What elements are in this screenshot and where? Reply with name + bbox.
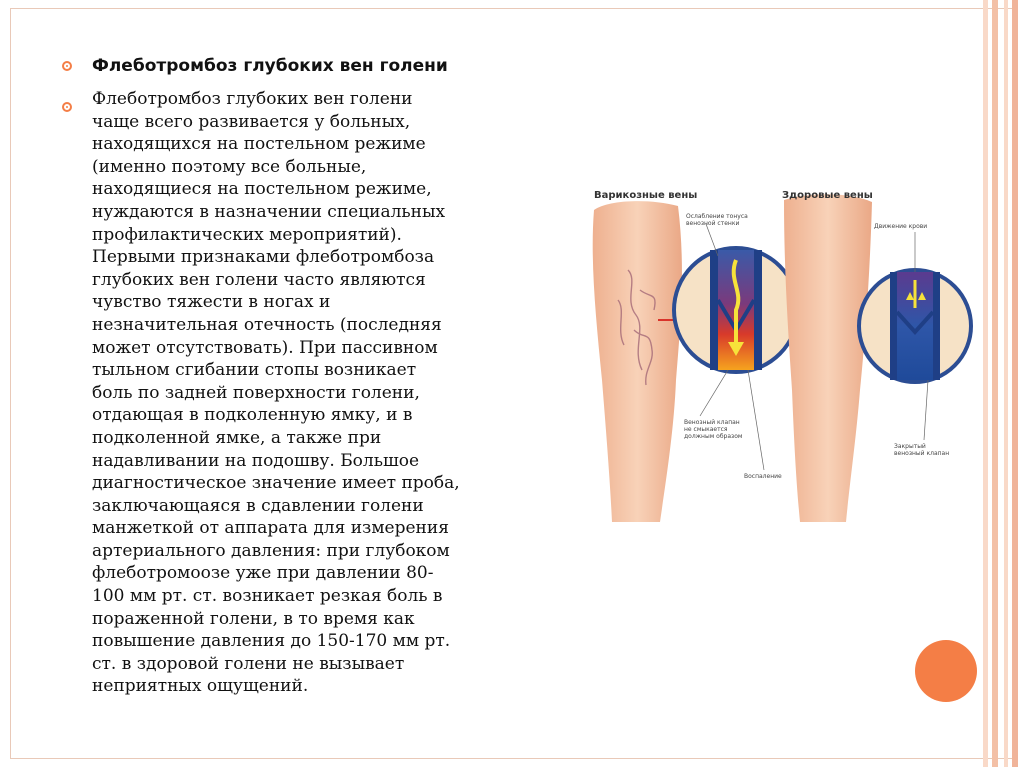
body-line: (именно поэтому все больные,: [92, 156, 367, 177]
label-line: венозной стенки: [686, 220, 740, 227]
body-line: заключающаяся в сдавлении голени: [92, 495, 424, 516]
leader-line: [748, 370, 764, 470]
body-line: боль по задней поверхности голени,: [92, 382, 420, 403]
body-line: нуждаются в назначении специальных: [92, 201, 446, 222]
body-line: глубоких вен голени часто являются: [92, 269, 426, 290]
label-wall-tone: [686, 213, 748, 227]
body-line: отдающая в подколенную ямку, и в: [92, 405, 413, 426]
body-text: [92, 88, 562, 698]
stripe: [983, 0, 988, 767]
body-line: повышение давления до 150-170 мм рт.: [92, 631, 451, 652]
stripe: [992, 0, 998, 767]
body-line: 100 мм рт. ст. возникает резкая боль в: [92, 586, 443, 607]
accent-circle: [915, 640, 977, 702]
slide-heading: Флеботромбоз глубоких вен голени: [92, 56, 448, 76]
label-inflammation: Воспаление: [744, 473, 782, 480]
body-line: манжеткой от аппарата для измерения: [92, 518, 449, 539]
body-line: профилактических мероприятий).: [92, 224, 402, 245]
heading-row: [62, 52, 562, 80]
label-line: Венозный клапан: [684, 419, 740, 426]
body-line: артериального давления: при глубоком: [92, 540, 450, 561]
body-line: диагностическое значение имеет проба,: [92, 473, 460, 494]
body-line: Первыми признаками флеботромбоза: [92, 247, 435, 268]
body-line: тыльном сгибании стопы возникает: [92, 360, 417, 381]
body-line: находящиеся на постельном режиме,: [92, 179, 432, 200]
body-line: незначительная отечность (последняя: [92, 314, 442, 335]
body-line: флеботромоозе уже при давлении 80-: [92, 563, 434, 584]
body-line: ст. в здоровой голени не вызывает: [92, 653, 405, 674]
content-area: [62, 52, 562, 698]
bullet-icon: [62, 102, 72, 112]
body-line: может отсутствовать). При пассивном: [92, 337, 438, 358]
body-line: Флеботромбоз глубоких вен голени: [92, 89, 413, 109]
right-title: Здоровые вены: [782, 190, 873, 201]
stripe: [1012, 0, 1018, 767]
leader-line: [700, 370, 728, 416]
body-line: чаще всего развивается у больных,: [92, 111, 411, 132]
label-line: Закрытый: [894, 443, 926, 450]
label-line: должным образом: [684, 433, 743, 440]
left-leg: [593, 201, 682, 522]
right-leg: [784, 194, 872, 522]
veins-illustration: [588, 180, 980, 524]
bullet-icon: [62, 61, 72, 71]
body-line: чувство тяжести в ногах и: [92, 292, 331, 313]
body-line: находящихся на постельном режиме: [92, 134, 426, 155]
body-row: [62, 88, 562, 698]
label-line: венозный клапан: [894, 450, 950, 457]
label-valve-bad: [684, 419, 742, 440]
stripe: [1004, 0, 1008, 767]
varicose-vein-closeup: [674, 248, 798, 372]
label-blood-flow: Движение крови: [874, 223, 928, 230]
body-line: пораженной голени, в то время как: [92, 608, 415, 629]
healthy-vein-closeup: [859, 270, 971, 382]
label-valve-ok: [894, 443, 949, 457]
decorative-stripes: [980, 0, 1024, 767]
body-line: неприятных ощущений.: [92, 676, 309, 697]
left-title: Варикозные вены: [594, 190, 698, 201]
label-line: Ослабление тонуса: [686, 213, 748, 220]
leader-line: [924, 380, 928, 440]
label-line: не смыкается: [684, 426, 728, 433]
body-line: надавливании на подошву. Большое: [92, 450, 420, 471]
body-line: подколенной ямке, а также при: [92, 427, 382, 448]
